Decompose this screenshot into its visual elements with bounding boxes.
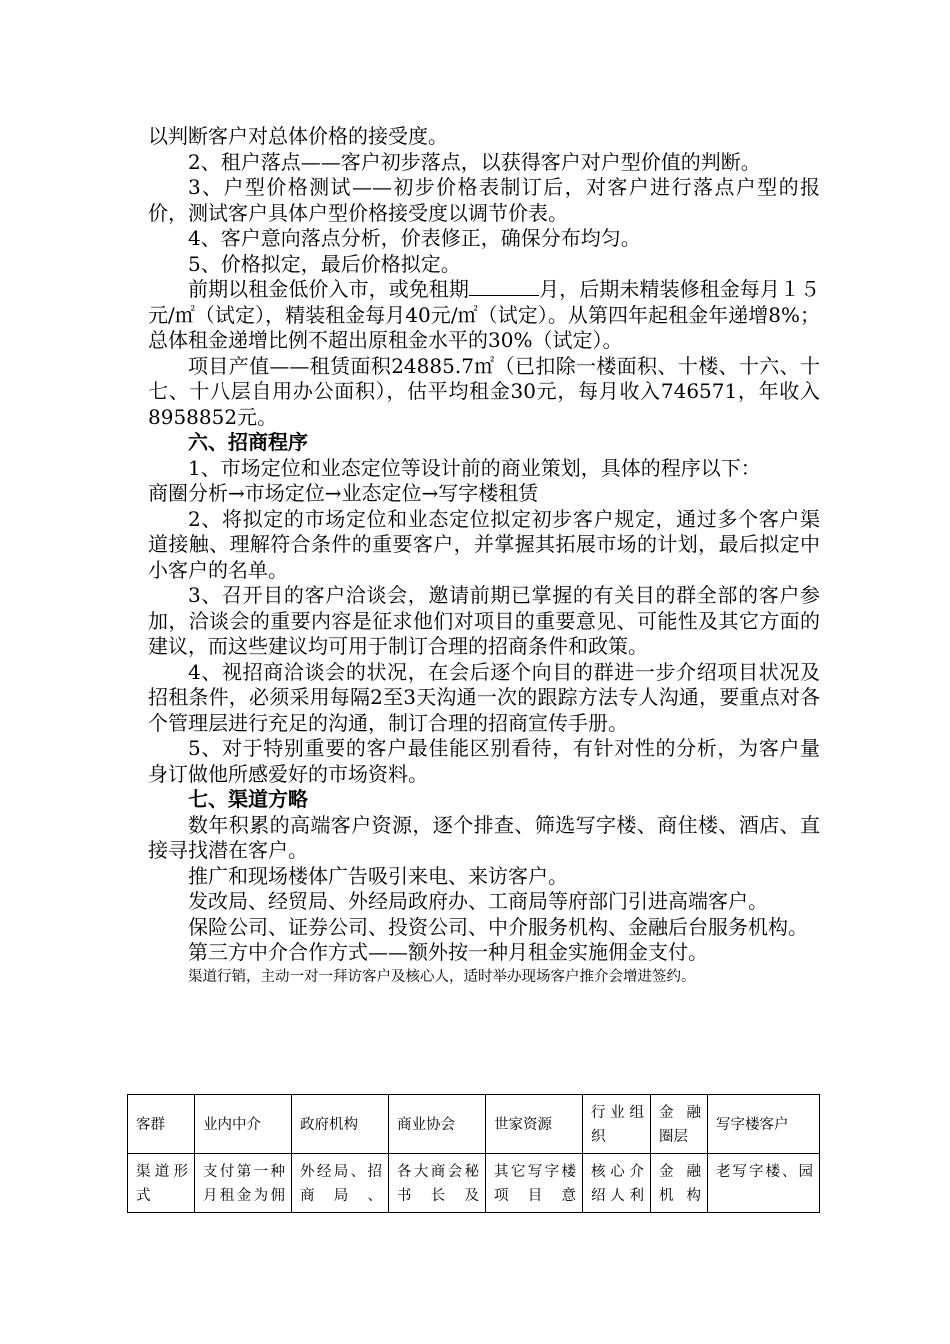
paragraph: 推广和现场楼体广告吸引来电、来访客户。: [188, 863, 568, 888]
table-cell: 支付第一种月租金为佣: [195, 1154, 292, 1213]
table-header-row: [128, 1095, 820, 1154]
paragraph: 发改局、经贸局、外经局政府办、工商局等府部门引进高端客户。: [188, 889, 768, 913]
paragraph: 第三方中介合作方式——额外按一种月租金实施佣金支付。: [188, 940, 708, 964]
paragraph-text: 月，后期未精装修租金每月１５元/㎡（试定），精装租金每月40元/㎡（试定）。从第四年起租金年递增8%；总体租金递增比例不超出原租金水平的30%（试定）。: [148, 277, 820, 352]
paragraph: 项目产值——租赁面积24885.7㎡（已扣除一楼面积、十楼、十六、十七、十八层自用办公面积），估平均租金30元，每月收入746571，年收入8958852元。: [148, 353, 820, 429]
document-body: [148, 124, 820, 988]
paragraph-rent: [148, 277, 820, 354]
paragraph: 以判断客户对总体价格的接受度。: [148, 124, 448, 148]
table-cell: 渠道形式: [128, 1154, 195, 1213]
table-header-cell: 行业组织: [583, 1095, 651, 1154]
table-cell: 核心介绍人利: [583, 1154, 651, 1213]
table-header-cell: 世家资源: [486, 1095, 583, 1154]
table-header-cell: 写字楼客户: [708, 1095, 820, 1154]
paragraph: 3、户型价格测试——初步价格表制订后，对客户进行落点户型的报价，测试客户具体户型价格接受度以调节价表。: [148, 175, 820, 225]
table-cell: 各大商会秘书长及: [389, 1154, 486, 1213]
paragraph: 数年积累的高端客户资源，逐个排查、筛选写字楼、商住楼、酒店、直接寻找潜在客户。: [148, 812, 820, 862]
paragraph: 5、价格拟定，最后价格拟定。: [188, 251, 461, 276]
paragraph: 4、视招商洽谈会的状况，在会后逐个向目的群进一步介绍项目状况及招租条件，必须采用每隔2至3天沟通一次的跟踪方法专人沟通，要重点对各个管理层进行充足的沟通，制订合理的招商宣传手册。: [148, 659, 820, 735]
table-header-cell: 商业协会: [389, 1095, 486, 1154]
paragraph: 4、客户意向落点分析，价表修正，确保分布均匀。: [188, 226, 641, 250]
table-header-cell: 业内中介: [195, 1095, 292, 1154]
paragraph-text: 前期以租金低价入市，或免租期: [188, 277, 469, 301]
paragraph: 1、市场定位和业态定位等设计前的商业策划，具体的程序以下：: [188, 455, 761, 480]
paragraph: 2、租户落点——客户初步落点，以获得客户对户型价值的判断。: [188, 149, 761, 174]
table-header-cell: 政府机构: [292, 1095, 389, 1154]
process-flow: 商圈分析→市场定位→业态定位→写字楼租赁: [148, 481, 539, 505]
channel-table: [127, 1094, 820, 1213]
table-cell: 老写字楼、园: [708, 1154, 820, 1213]
table-cell: 其它写字楼项目意: [486, 1154, 583, 1213]
paragraph: 5、对于特别重要的客户最佳能区别看待，有针对性的分析，为客户量身订做他所感爱好的市场资料。: [148, 736, 820, 786]
fill-blank: [469, 277, 539, 296]
table-header-cell: 金融圈层: [651, 1095, 708, 1154]
table-row: [128, 1154, 820, 1213]
paragraph: 2、将拟定的市场定位和业态定位拟定初步客户规定，通过多个客户渠道接触、理解符合条件的重要客户，并掌握其拓展市场的计划，最后拟定中小客户的名单。: [148, 506, 820, 582]
section-heading: 六、招商程序: [188, 430, 308, 454]
table-caption: 渠道行销，主动一对一拜访客户及核心人，适时举办现场客户推介会增进签约。: [188, 968, 696, 985]
section-heading: 七、渠道方略: [188, 787, 308, 811]
paragraph: 3、召开目的客户洽谈会，邀请前期已掌握的有关目的群全部的客户参加，洽谈会的重要内容是征求他们对项目的重要意见、可能性及其它方面的建议，而这些建议均可用于制订合理的招商条件和政策。: [148, 583, 820, 658]
paragraph: 保险公司、证券公司、投资公司、中介服务机构、金融后台服务机构。: [188, 914, 808, 939]
table-cell: 金融机构: [651, 1154, 708, 1213]
table-header-cell: 客群: [128, 1095, 195, 1154]
table-cell: 外经局、招商局、: [292, 1154, 389, 1213]
